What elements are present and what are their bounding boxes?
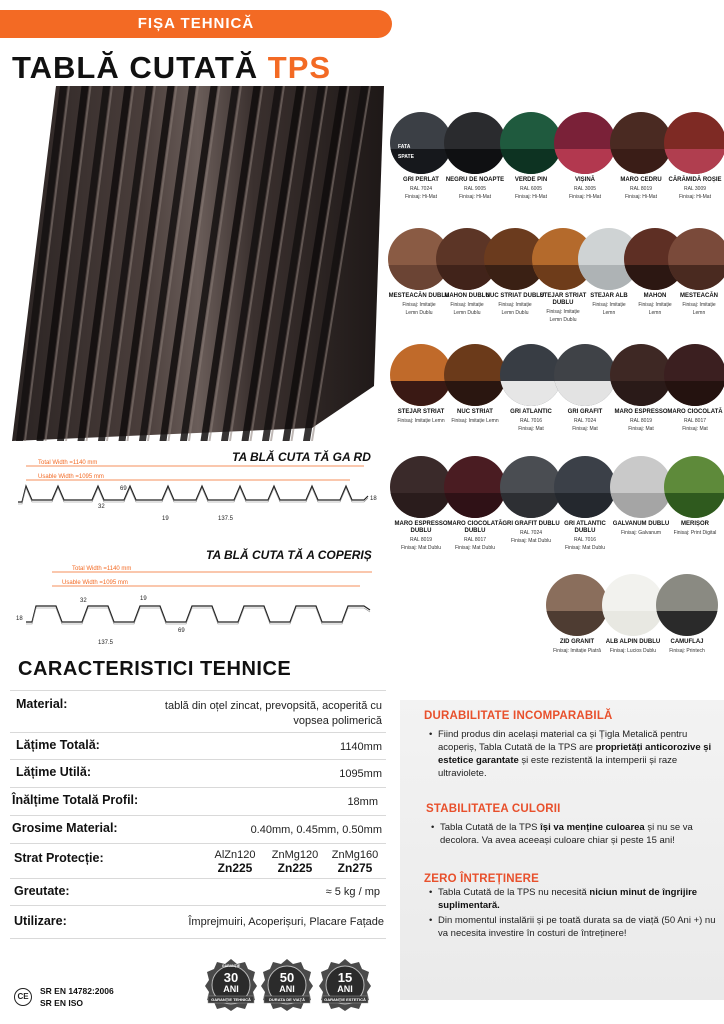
swatch-code: RAL 9005	[463, 186, 487, 192]
color-swatch	[664, 456, 724, 536]
spec-inaltime-value: 18mm	[347, 796, 378, 808]
seal-caption: GARANȚIE TEHNICĂ	[211, 997, 251, 1002]
swatch-code: RAL 8017	[463, 537, 487, 543]
swatch-code: Finisaj: Print Digital	[673, 530, 717, 536]
coperis-dim-137: 137.5	[98, 640, 114, 646]
spec-inaltime-label: Înălțime Totală Profil:	[12, 793, 139, 807]
swatch-name: MESTEACĂN	[679, 293, 718, 299]
title-brand: TPS	[267, 50, 332, 85]
color-swatch	[610, 456, 672, 536]
spec-material-value-1: tablă din oțel zincat, prevopsită, acoperită cu	[164, 700, 382, 712]
swatch-code: Finisaj: Printech	[669, 648, 705, 654]
swatch-back-side	[390, 149, 452, 174]
profile-coperis-drawing	[12, 560, 384, 650]
info-text-zero-2	[429, 914, 716, 940]
strat-option-3	[326, 849, 384, 875]
gard-total-width: Total Width =1140 mm	[38, 460, 98, 466]
swatch-back-label: SPATE	[398, 154, 414, 160]
divider	[10, 843, 386, 844]
gard-dim-18: 18	[370, 496, 377, 502]
swatch-name: MARO ESPRESSO	[614, 409, 668, 415]
bullet: •	[431, 822, 435, 833]
swatch-code: Finisaj: Imitație Piatră	[553, 648, 601, 654]
swatch-code: RAL 7016	[573, 537, 597, 543]
swatch-back-side	[500, 493, 562, 518]
swatch-disc	[610, 112, 672, 174]
swatch-disc	[500, 112, 562, 174]
swatch-code: RAL 3005	[573, 186, 597, 192]
swatch-name: GRI ATLANTIC	[510, 409, 552, 415]
swatch-code: RAL 3009	[683, 186, 707, 192]
swatch-finish: Lemn Dublu	[453, 310, 481, 316]
profile-coperis-title: TA BLĂ CUTA TĂ A COPERIȘ	[206, 548, 372, 562]
info-heading-durabilitate: DURABILITATE INCOMPARABILĂ	[424, 710, 613, 722]
guarantee-seal	[204, 958, 258, 1012]
color-swatch	[554, 456, 616, 551]
swatch-name: STEJAR ALB	[590, 293, 628, 299]
swatch-code: RAL 8019	[629, 186, 653, 192]
seal-top-text: GARANȚIE	[221, 964, 241, 968]
swatch-finish: Finisaj: Mat Dublu	[564, 545, 605, 551]
info-p2-b: își va menține culoarea	[540, 822, 645, 833]
info-text-stabilitate	[431, 821, 716, 847]
gard-dim-137: 137.5	[218, 516, 234, 522]
swatch-name: STEJAR STRIAT	[397, 409, 445, 415]
swatch-name: MARO ESPRESSO DUBLU	[394, 521, 448, 534]
swatch-code: Finisaj: Imitație	[682, 302, 716, 308]
divider	[10, 759, 386, 760]
coperis-total-width: Total Width =1140 mm	[72, 566, 132, 572]
swatch-back-side	[390, 381, 452, 406]
swatch-front-label: FATA	[398, 144, 411, 150]
swatch-finish: Finisaj: Mat Dublu	[400, 545, 441, 551]
guarantee-seal	[318, 958, 372, 1012]
swatch-code: RAL 8019	[409, 537, 433, 543]
swatch-back-side	[500, 149, 562, 174]
swatch-name: GRI PERLAT	[403, 177, 439, 183]
spec-latime-utila-label: Lățime Utilă:	[16, 765, 92, 779]
swatch-name: MARO CEDRU	[620, 177, 662, 183]
swatch-disc	[610, 344, 672, 406]
info-text-zero-1	[429, 886, 716, 912]
color-swatch	[500, 344, 562, 432]
swatch-back-side	[664, 149, 724, 174]
swatch-finish: Finisaj: Hi-Mat	[459, 194, 491, 200]
seal-unit: ANI	[337, 984, 353, 994]
swatch-back-side	[610, 381, 672, 406]
swatch-finish: Finisaj: Hi-Mat	[569, 194, 601, 200]
swatch-finish: Lemn Dublu	[501, 310, 529, 316]
swatch-back-side	[444, 381, 506, 406]
swatch-finish: Lemn	[602, 310, 616, 316]
swatch-name: MARO CIOCOLATĂ	[667, 409, 723, 415]
strat-option-1-bottom: Zn225	[217, 861, 253, 875]
divider	[10, 787, 386, 788]
color-swatch	[610, 344, 672, 432]
strat-option-1-top: AlZn120	[214, 849, 256, 861]
swatch-disc	[664, 456, 724, 518]
strat-option-1	[206, 849, 264, 875]
divider	[10, 878, 386, 879]
swatch-back-side	[554, 149, 616, 174]
swatch-back-side	[500, 381, 562, 406]
swatch-disc	[554, 112, 616, 174]
color-swatch	[664, 344, 724, 432]
swatch-finish: Lemn Dublu	[549, 317, 577, 323]
spec-utilizare-label: Utilizare:	[14, 914, 67, 928]
info-p2-a: Tabla Cutată de la TPS	[440, 822, 541, 833]
color-swatch	[500, 456, 562, 544]
swatch-finish: Finisaj: Hi-Mat	[679, 194, 711, 200]
swatch-code: Finisaj: Galvanum	[620, 530, 661, 536]
swatch-disc	[500, 344, 562, 406]
swatch-code: Finisaj: Imitație	[546, 309, 580, 315]
bullet: •	[429, 915, 433, 926]
swatch-name: CĂRĂMIDĂ ROȘIE	[668, 177, 722, 183]
info-p1-a: Fiind produs din același material ca și Țigla Metalică pentru acoperiș, Tabla Cutată de la TPS are	[438, 729, 688, 753]
corrugated-sheet-image	[12, 86, 384, 446]
seal-years: 15	[337, 970, 353, 985]
coperis-dim-18: 18	[16, 616, 23, 622]
swatch-name: STEJAR STRIAT DUBLU	[539, 293, 587, 306]
seal-unit: ANI	[223, 984, 239, 994]
spec-latime-totala-label: Lățime Totală:	[16, 738, 100, 752]
swatch-disc	[444, 344, 506, 406]
swatch-disc	[664, 344, 724, 406]
gard-dim-69: 69	[120, 486, 127, 492]
swatch-disc	[390, 456, 452, 518]
swatch-name: CAMUFLAJ	[670, 639, 704, 645]
swatch-finish: Lemn	[648, 310, 662, 316]
swatch-back-side	[668, 265, 724, 290]
coperis-usable-width: Usable Width =1095 mm	[62, 580, 128, 586]
spec-strat-label: Strat Protecție:	[14, 851, 104, 865]
info-p1-c: și este rezistentă la intemperii și raze ultraviolete.	[438, 755, 678, 779]
swatch-name: GALVANUM DUBLU	[612, 521, 670, 527]
spec-material-value-2: vopsea polimerică	[293, 715, 382, 727]
specs-title: CARACTERISTICI TEHNICE	[18, 658, 292, 680]
spec-grosime-value: 0.40mm, 0.45mm, 0.50mm	[250, 824, 382, 836]
info-p3-b: niciun minut de îngrijire suplimentară.	[438, 887, 698, 911]
page-title	[12, 50, 331, 86]
color-swatch	[546, 574, 608, 654]
swatch-code: RAL 7024	[573, 418, 597, 424]
info-p4: Din momentul instalării și pe toată durata sa de viață (50 Ani +) nu va necesita investire în costuri de întreținere!	[438, 915, 716, 939]
color-swatch	[390, 344, 452, 424]
swatch-disc	[610, 456, 672, 518]
color-swatch	[602, 574, 664, 654]
swatch-name: NEGRU DE NOAPTE	[445, 177, 505, 183]
swatch-disc	[546, 574, 608, 636]
seal-unit: ANI	[279, 984, 295, 994]
swatch-name: ZID GRANIT	[559, 639, 595, 645]
swatch-finish: Finisaj: Mat Dublu	[510, 538, 551, 544]
ce-mark: CE	[14, 988, 32, 1006]
coperis-dim-69: 69	[178, 628, 185, 634]
seal-caption: GARANȚIE ESTETICĂ	[324, 997, 366, 1002]
swatch-name: GRI GRAFIT DUBLU	[502, 521, 560, 527]
swatch-name: MAHON DUBLU	[444, 293, 490, 299]
swatch-finish: Finisaj: Mat	[572, 426, 598, 432]
swatch-code: RAL 8017	[683, 418, 707, 424]
color-swatch	[610, 112, 672, 200]
swatch-disc	[664, 112, 724, 174]
swatch-back-side	[390, 493, 452, 518]
swatch-back-side	[610, 493, 672, 518]
swatch-back-side	[554, 493, 616, 518]
swatch-back-side	[554, 381, 616, 406]
swatch-name: NUC STRIAT	[457, 409, 493, 415]
swatch-disc	[444, 456, 506, 518]
swatch-code: Finisaj: Imitație Lemn	[451, 418, 499, 424]
strat-option-2-top: ZnMg120	[271, 849, 319, 861]
swatch-finish: Finisaj: Mat	[682, 426, 708, 432]
swatch-name: MERIȘOR	[680, 521, 709, 527]
color-swatch	[444, 344, 506, 424]
swatch-disc	[656, 574, 718, 636]
doc-type-banner: FIȘA TEHNICĂ	[0, 10, 392, 38]
color-swatch	[664, 112, 724, 200]
swatch-name: GRI ATLANTIC DUBLU	[564, 521, 606, 534]
swatch-back-side	[610, 149, 672, 174]
color-swatch	[500, 112, 562, 200]
swatch-name: ALB ALPIN DUBLU	[605, 639, 661, 645]
swatch-back-side	[444, 493, 506, 518]
profile-gard-drawing	[12, 456, 384, 526]
spec-utilizare-value: Împrejmuiri, Acoperișuri, Placare Fațade	[188, 916, 384, 928]
strat-option-3-bottom: Zn275	[337, 861, 373, 875]
swatch-disc	[668, 228, 724, 290]
cert-line-2: SR EN ISO	[40, 998, 83, 1008]
color-swatch	[444, 112, 506, 200]
swatch-finish: Lemn	[692, 310, 706, 316]
swatch-disc	[390, 112, 452, 174]
swatch-code: Finisaj: Imitație	[592, 302, 626, 308]
color-swatches	[388, 112, 724, 712]
seal-caption: DURATA DE VIAȚĂ	[269, 997, 305, 1002]
divider	[10, 815, 386, 816]
swatch-code: Finisaj: Imitație Lemn	[397, 418, 445, 424]
color-swatch	[390, 456, 452, 551]
swatch-disc	[500, 456, 562, 518]
swatch-name: MAHON	[643, 293, 667, 299]
info-text-durabilitate	[429, 728, 714, 780]
swatch-code: Finisaj: Imitație	[450, 302, 484, 308]
swatch-name: MARO CIOCOLATĂ DUBLU	[447, 521, 503, 534]
swatch-name: VERDE PIN	[514, 177, 548, 183]
swatch-name: VIȘINĂ	[574, 177, 595, 183]
color-swatch	[444, 456, 506, 551]
spec-latime-totala-value: 1140mm	[340, 741, 382, 753]
swatch-finish: Lemn Dublu	[405, 310, 433, 316]
guarantee-seal	[260, 958, 314, 1012]
bullet: •	[429, 729, 433, 740]
info-p1-b: proprietăți anticorozive și estetice garantate	[438, 742, 712, 766]
info-p2-c: și nu se va decolora. Va avea aceeași culoare chiar și peste 15 ani!	[440, 822, 693, 846]
color-swatch	[668, 228, 724, 316]
cert-line-1: SR EN 14782:2006	[40, 986, 114, 996]
coperis-dim-19: 19	[140, 596, 147, 602]
color-swatch	[656, 574, 718, 654]
strat-option-2	[266, 849, 324, 875]
swatch-disc	[602, 574, 664, 636]
swatch-back-side	[664, 493, 724, 518]
strat-option-3-top: ZnMg160	[331, 849, 379, 861]
title-main: TABLĂ CUTATĂ	[12, 50, 268, 85]
swatch-code: Finisaj: Imitație	[638, 302, 672, 308]
gard-usable-width: Usable Width =1095 mm	[38, 474, 104, 480]
swatch-name: GRI GRAFIT	[567, 409, 603, 415]
seal-years: 30	[223, 970, 239, 985]
swatch-disc	[444, 112, 506, 174]
swatch-back-side	[444, 149, 506, 174]
swatch-code: RAL 7024	[519, 530, 543, 536]
swatch-code: RAL 7016	[519, 418, 543, 424]
gard-dim-32: 32	[98, 504, 105, 510]
divider	[10, 938, 386, 939]
bullet: •	[429, 887, 433, 898]
divider	[10, 690, 386, 691]
seal-years: 50	[279, 970, 295, 985]
swatch-code: Finisaj: Lucios Dublu	[609, 648, 657, 654]
swatch-code: Finisaj: Imitație	[402, 302, 436, 308]
swatch-disc	[390, 344, 452, 406]
swatch-finish: Finisaj: Hi-Mat	[405, 194, 437, 200]
swatch-code: RAL 7024	[409, 186, 433, 192]
profile-gard-title: TA BLĂ CUTA TĂ GA RD	[232, 450, 371, 464]
spec-material-label: Material:	[16, 697, 68, 711]
swatch-code: RAL 6005	[519, 186, 543, 192]
coperis-dim-32: 32	[80, 598, 87, 604]
swatch-name: MESTEACĂN DUBLU	[388, 293, 450, 299]
swatch-finish: Finisaj: Mat Dublu	[454, 545, 495, 551]
divider	[10, 905, 386, 906]
spec-greutate-value: ≈ 5 kg / mp	[325, 886, 380, 898]
swatch-disc	[554, 344, 616, 406]
divider	[10, 732, 386, 733]
swatch-name: NUC STRIAT DUBLU	[485, 293, 545, 299]
swatch-finish: Finisaj: Hi-Mat	[515, 194, 547, 200]
swatch-back-side	[546, 611, 608, 636]
spec-greutate-label: Greutate:	[14, 884, 70, 898]
swatch-disc	[554, 456, 616, 518]
strat-option-2-bottom: Zn225	[277, 861, 313, 875]
info-heading-zero: ZERO ÎNTREȚINERE	[424, 873, 540, 885]
swatch-back-side	[656, 611, 718, 636]
info-heading-stabilitate: STABILITATEA CULORII	[426, 803, 561, 815]
color-swatch	[554, 344, 616, 432]
swatch-finish: Finisaj: Hi-Mat	[625, 194, 657, 200]
color-swatch	[554, 112, 616, 200]
swatch-back-side	[664, 381, 724, 406]
gard-dim-19: 19	[162, 516, 169, 522]
swatch-code: Finisaj: Imitație	[498, 302, 532, 308]
swatch-finish: Finisaj: Mat	[518, 426, 544, 432]
swatch-finish: Finisaj: Mat	[628, 426, 654, 432]
swatch-back-side	[602, 611, 664, 636]
info-p3-a: Tabla Cutată de la TPS nu necesită	[438, 887, 590, 898]
swatch-code: RAL 8019	[629, 418, 653, 424]
spec-latime-utila-value: 1095mm	[339, 768, 382, 780]
spec-grosime-label: Grosime Material:	[12, 821, 118, 835]
